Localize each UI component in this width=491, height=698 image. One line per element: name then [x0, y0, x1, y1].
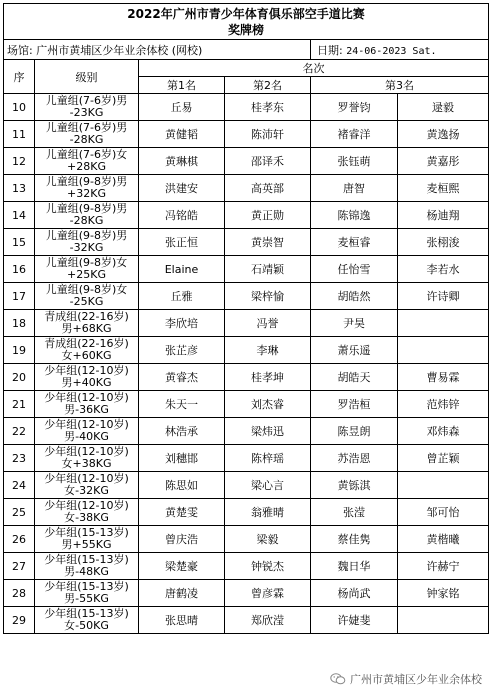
category-line1: 儿童组(7-6岁)男 — [45, 121, 128, 134]
medal-table — [3, 3, 489, 634]
category-line1: 少年组(12-10岁) — [44, 472, 129, 485]
category-cell — [35, 256, 139, 283]
third-place-a-cell: 褚睿洋 — [311, 121, 398, 148]
category-line2: 女+60KG — [61, 349, 112, 362]
third-place-a-cell: 蔡佳隽 — [311, 526, 398, 553]
second-place-cell: 高英部 — [225, 175, 311, 202]
category-line2: -32KG — [69, 241, 104, 254]
category-line1: 少年组(15-13岁) — [44, 580, 129, 593]
category-line2: 男-48KG — [64, 565, 109, 578]
third-place-a-cell: 黄铄淇 — [311, 472, 398, 499]
second-place-cell: 石靖颖 — [225, 256, 311, 283]
first-place-cell: 黄健韬 — [139, 121, 225, 148]
footer-text: 广州市黄埔区少年业余体校 — [350, 673, 482, 686]
table-row — [4, 202, 489, 229]
first-place-cell: 黄楚雯 — [139, 499, 225, 526]
category-cell — [35, 148, 139, 175]
category-cell — [35, 391, 139, 418]
category-cell — [35, 580, 139, 607]
table-row — [4, 121, 489, 148]
second-place-cell: 梁毅 — [225, 526, 311, 553]
category-cell — [35, 445, 139, 472]
category-line1: 少年组(15-13岁) — [44, 526, 129, 539]
category-cell — [35, 229, 139, 256]
category-line2: 男+55KG — [61, 538, 112, 551]
third-place-b-cell: 黄楷曦 — [398, 526, 489, 553]
third-place-a-cell: 许婕斐 — [311, 607, 398, 634]
first-place-cell: 梁楚豪 — [139, 553, 225, 580]
seq-cell: 15 — [4, 229, 35, 256]
third-place-a-cell: 罗浩桓 — [311, 391, 398, 418]
third-place-b-cell: 黄嘉彤 — [398, 148, 489, 175]
third-place-a-cell: 萧乐遥 — [311, 337, 398, 364]
third-place-b-cell: 钟家铭 — [398, 580, 489, 607]
table-row — [4, 580, 489, 607]
category-cell — [35, 526, 139, 553]
seq-cell: 29 — [4, 607, 35, 634]
footer-watermark — [330, 671, 482, 687]
category-line2: 女-50KG — [64, 619, 109, 632]
seq-cell: 20 — [4, 364, 35, 391]
seq-cell: 18 — [4, 310, 35, 337]
table-row — [4, 94, 489, 121]
table-row — [4, 175, 489, 202]
third-place-b-cell: 范炜锌 — [398, 391, 489, 418]
second-place-cell: 曾彦霖 — [225, 580, 311, 607]
seq-cell: 21 — [4, 391, 35, 418]
first-place-cell: 曾庆浩 — [139, 526, 225, 553]
third-place-b-cell — [398, 472, 489, 499]
category-line1: 少年组(12-10岁) — [44, 364, 129, 377]
seq-cell: 12 — [4, 148, 35, 175]
category-cell — [35, 310, 139, 337]
table-row — [4, 418, 489, 445]
third-place-b-cell: 麦桓熙 — [398, 175, 489, 202]
first-place-cell: 朱天一 — [139, 391, 225, 418]
table-row — [4, 310, 489, 337]
medal-table-sheet — [3, 3, 488, 634]
third-place-a-cell: 陈昱朗 — [311, 418, 398, 445]
third-place-b-cell: 邓炜森 — [398, 418, 489, 445]
header-second: 第2名 — [225, 77, 311, 94]
table-row — [4, 472, 489, 499]
header-rank: 名次 — [139, 60, 489, 77]
table-title — [4, 4, 489, 40]
category-line2: 女+38KG — [61, 457, 112, 470]
first-place-cell: 李欣培 — [139, 310, 225, 337]
category-line2: -25KG — [69, 295, 104, 308]
seq-cell: 16 — [4, 256, 35, 283]
first-place-cell: 张芷彦 — [139, 337, 225, 364]
category-line2: 男-40KG — [64, 430, 109, 443]
category-line1: 青成组(22-16岁) — [44, 310, 129, 323]
category-line1: 儿童组(9-8岁)女 — [45, 283, 128, 296]
seq-cell: 19 — [4, 337, 35, 364]
third-place-b-cell: 逯毅 — [398, 94, 489, 121]
seq-cell: 26 — [4, 526, 35, 553]
table-row — [4, 607, 489, 634]
third-place-b-cell: 李若水 — [398, 256, 489, 283]
category-line2: +28KG — [67, 160, 106, 173]
third-place-a-cell: 胡皓天 — [311, 364, 398, 391]
category-cell — [35, 337, 139, 364]
category-cell — [35, 202, 139, 229]
category-line1: 儿童组(9-8岁)男 — [45, 175, 128, 188]
third-place-a-cell: 苏浩恩 — [311, 445, 398, 472]
category-line1: 儿童组(9-8岁)女 — [45, 256, 128, 269]
seq-cell: 11 — [4, 121, 35, 148]
category-cell — [35, 364, 139, 391]
category-cell — [35, 94, 139, 121]
first-place-cell: 丘雅 — [139, 283, 225, 310]
second-place-cell: 钟锐杰 — [225, 553, 311, 580]
first-place-cell: 陈思如 — [139, 472, 225, 499]
first-place-cell: 洪建安 — [139, 175, 225, 202]
table-row — [4, 337, 489, 364]
category-cell — [35, 499, 139, 526]
third-place-b-cell — [398, 607, 489, 634]
second-place-cell: 邵译禾 — [225, 148, 311, 175]
seq-cell: 10 — [4, 94, 35, 121]
category-line1: 少年组(12-10岁) — [44, 445, 129, 458]
third-place-a-cell: 任怡雪 — [311, 256, 398, 283]
third-place-b-cell: 邹可怡 — [398, 499, 489, 526]
header-group: 级别 — [35, 60, 139, 94]
first-place-cell: Elaine — [139, 256, 225, 283]
first-place-cell: 张思晴 — [139, 607, 225, 634]
third-place-b-cell — [398, 337, 489, 364]
category-line1: 少年组(12-10岁) — [44, 391, 129, 404]
date-value: 24-06-2023 Sat. — [346, 45, 437, 57]
table-row — [4, 526, 489, 553]
category-cell — [35, 283, 139, 310]
date-prefix: 日期: — [317, 43, 347, 57]
category-cell — [35, 418, 139, 445]
third-place-a-cell: 张滢 — [311, 499, 398, 526]
category-line1: 少年组(12-10岁) — [44, 418, 129, 431]
category-line1: 少年组(15-13岁) — [44, 553, 129, 566]
category-line1: 青成组(22-16岁) — [44, 337, 129, 350]
second-place-cell: 梁梓愉 — [225, 283, 311, 310]
second-place-cell: 桂孝坤 — [225, 364, 311, 391]
third-place-a-cell: 罗誉钧 — [311, 94, 398, 121]
table-row — [4, 553, 489, 580]
seq-cell: 14 — [4, 202, 35, 229]
second-place-cell: 李琳 — [225, 337, 311, 364]
table-row — [4, 364, 489, 391]
first-place-cell: 黄琳棋 — [139, 148, 225, 175]
category-cell — [35, 553, 139, 580]
second-place-cell: 冯誉 — [225, 310, 311, 337]
category-line2: -28KG — [69, 214, 104, 227]
second-place-cell: 郑欣滢 — [225, 607, 311, 634]
category-cell — [35, 472, 139, 499]
category-line2: 男+40KG — [61, 376, 112, 389]
title-line1: 2022年广州市青少年体育俱乐部空手道比赛 — [127, 6, 365, 21]
header-first: 第1名 — [139, 77, 225, 94]
first-place-cell: 黄睿杰 — [139, 364, 225, 391]
category-line2: 男-55KG — [64, 592, 109, 605]
second-place-cell: 桂孝东 — [225, 94, 311, 121]
seq-cell: 27 — [4, 553, 35, 580]
seq-cell: 23 — [4, 445, 35, 472]
third-place-a-cell: 胡皓然 — [311, 283, 398, 310]
third-place-b-cell: 张栩浚 — [398, 229, 489, 256]
first-place-cell: 唐鹤凌 — [139, 580, 225, 607]
third-place-b-cell: 曹易霖 — [398, 364, 489, 391]
third-place-a-cell: 魏日华 — [311, 553, 398, 580]
third-place-a-cell: 陈锦逸 — [311, 202, 398, 229]
table-row — [4, 283, 489, 310]
second-place-cell: 黄崇智 — [225, 229, 311, 256]
table-row — [4, 391, 489, 418]
category-line2: -23KG — [69, 106, 104, 119]
table-row — [4, 499, 489, 526]
date-label — [311, 40, 489, 60]
second-place-cell: 梁炜迅 — [225, 418, 311, 445]
category-line2: 男-36KG — [64, 403, 109, 416]
first-place-cell: 张正恒 — [139, 229, 225, 256]
third-place-a-cell: 唐智 — [311, 175, 398, 202]
table-row — [4, 148, 489, 175]
category-line1: 儿童组(7-6岁)女 — [45, 148, 128, 161]
seq-cell: 13 — [4, 175, 35, 202]
third-place-b-cell: 许赫宁 — [398, 553, 489, 580]
category-line2: +32KG — [67, 187, 106, 200]
third-place-b-cell: 曾芷颖 — [398, 445, 489, 472]
third-place-a-cell: 尹昊 — [311, 310, 398, 337]
first-place-cell: 林浩承 — [139, 418, 225, 445]
header-third: 第3名 — [311, 77, 489, 94]
third-place-a-cell: 麦桓睿 — [311, 229, 398, 256]
category-line1: 少年组(15-13岁) — [44, 607, 129, 620]
seq-cell: 24 — [4, 472, 35, 499]
third-place-a-cell: 张钰萌 — [311, 148, 398, 175]
category-line2: +25KG — [67, 268, 106, 281]
table-row — [4, 256, 489, 283]
third-place-b-cell: 黄逸扬 — [398, 121, 489, 148]
first-place-cell: 刘穗邯 — [139, 445, 225, 472]
category-cell — [35, 175, 139, 202]
second-place-cell: 黄正勋 — [225, 202, 311, 229]
category-line1: 儿童组(9-8岁)男 — [45, 202, 128, 215]
third-place-b-cell — [398, 310, 489, 337]
category-line2: 女-38KG — [64, 511, 109, 524]
seq-cell: 22 — [4, 418, 35, 445]
second-place-cell: 梁心言 — [225, 472, 311, 499]
seq-cell: 25 — [4, 499, 35, 526]
venue-label: 场馆: 广州市黄埔区少年业余体校 (网校) — [4, 40, 311, 60]
second-place-cell: 陈沛轩 — [225, 121, 311, 148]
second-place-cell: 翁雅晴 — [225, 499, 311, 526]
title-line2: 奖牌榜 — [227, 22, 264, 37]
second-place-cell: 陈梓瑶 — [225, 445, 311, 472]
second-place-cell: 刘杰睿 — [225, 391, 311, 418]
category-line2: -28KG — [69, 133, 104, 146]
third-place-b-cell: 许诗卿 — [398, 283, 489, 310]
category-line2: 女-32KG — [64, 484, 109, 497]
third-place-b-cell: 杨迪翔 — [398, 202, 489, 229]
category-line2: 男+68KG — [61, 322, 112, 335]
table-row — [4, 229, 489, 256]
category-cell — [35, 121, 139, 148]
seq-cell: 17 — [4, 283, 35, 310]
category-line1: 少年组(12-10岁) — [44, 499, 129, 512]
third-place-a-cell: 杨尚武 — [311, 580, 398, 607]
table-row — [4, 445, 489, 472]
category-line1: 儿童组(7-6岁)男 — [45, 94, 128, 107]
category-cell — [35, 607, 139, 634]
category-line1: 儿童组(9-8岁)男 — [45, 229, 128, 242]
wechat-icon — [330, 673, 346, 685]
seq-cell: 28 — [4, 580, 35, 607]
first-place-cell: 冯铭皓 — [139, 202, 225, 229]
header-seq: 序 — [4, 60, 35, 94]
first-place-cell: 丘易 — [139, 94, 225, 121]
